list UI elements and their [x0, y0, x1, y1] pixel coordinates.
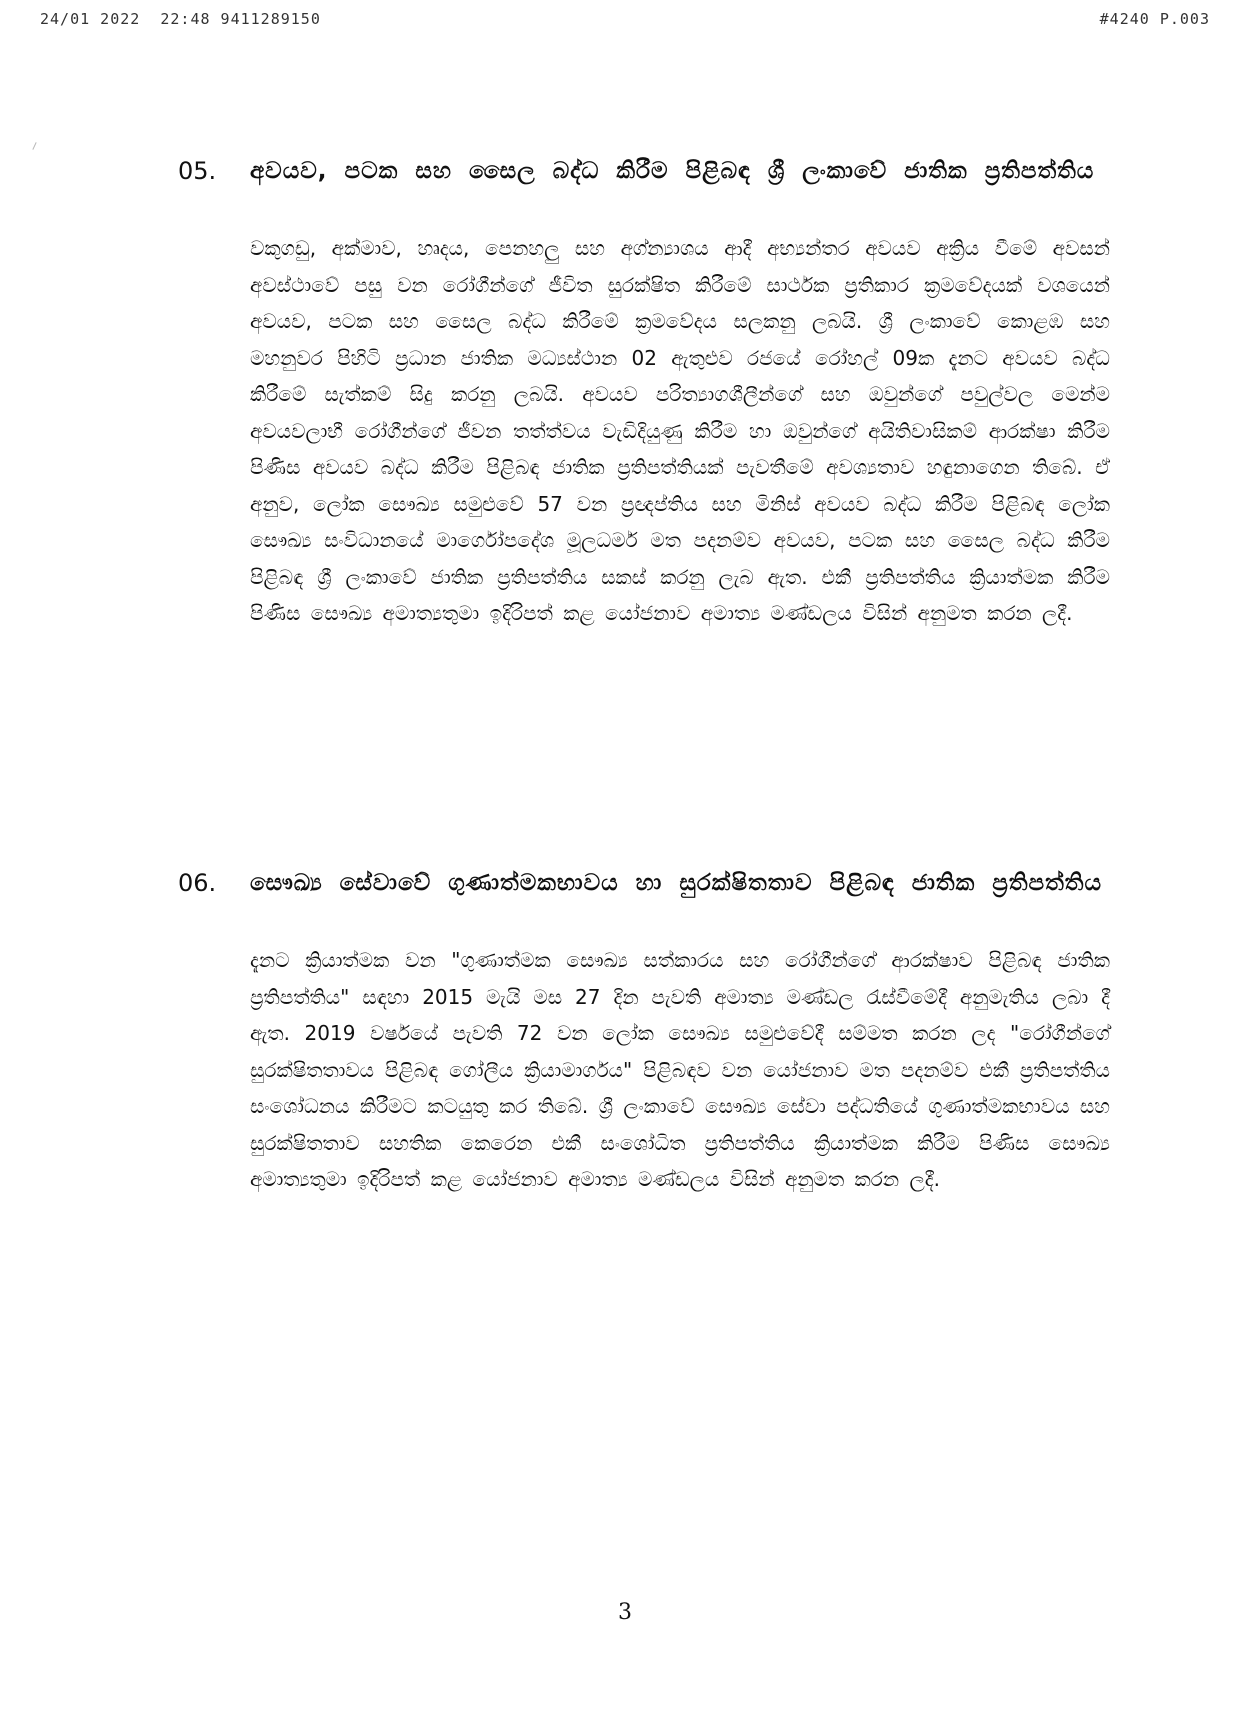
- section-heading: [170, 150, 1110, 192]
- section-05: [170, 150, 1110, 632]
- section-title: අවයව, පටක සහ සෛල බද්ධ කිරීම පිළිබඳ ශ්‍රී ලංකාවේ ජාතික ප්‍රතිපත්තිය: [250, 158, 1095, 184]
- section-body: දැනට ක්‍රියාත්මක වන "ගුණාත්මක සෞඛ්‍ය සත්කාරය සහ රෝගීන්ගේ ආරක්ෂාව පිළිබඳ ජාතික ප්‍රතිපත්තිය" සඳහා 2015 මැයි මස 27 දින පැවති අමාත්‍ය මණ්ඩල රැස්වීමේදී අනුමැතිය ලබා දී ඇත. 2019 වර්ෂයේ පැවති 72 වන ලෝක සෞඛ්‍ය සමුළුවේදී සම්මත කරන ලද "රෝගීන්ගේ සුරක්ෂිතතාවය පිළිබඳ ගෝලීය ක්‍රියාමාර්ගය" පිළිබඳව වන යෝජනාව මත පදනම්ව එකී ප්‍රතිපත්තිය සංශෝධනය කිරීමට කටයුතු කර තිබේ. ශ්‍රී ලංකාවේ සෞඛ්‍ය සේවා පද්ධතියේ ගුණාත්මකභාවය සහ සුරක්ෂිතතාව සහතික කෙරෙන එකී සංශෝධිත ප්‍රතිපත්තිය ක්‍රියාත්මක කිරීම පිණිස සෞඛ්‍ය අමාත්‍යතුමා ඉදිරිපත් කළ යෝජනාව අමාත්‍ය මණ්ඩලය විසින් අනුමත කරන ලදී.: [250, 948, 1110, 1191]
- scan-mark: [32, 142, 36, 150]
- section-number: 05.: [178, 157, 217, 185]
- section-number: 06.: [178, 869, 217, 897]
- fax-timestamp: 24/01 2022 22:48 9411289150: [40, 10, 321, 28]
- fax-header: [40, 10, 1210, 32]
- page-number: 3: [618, 1600, 632, 1625]
- section-body: වකුගඩු, අක්මාව, හෘදය, පෙනහලු සහ අග්න්‍යාශය ආදී අභ්‍යන්තර අවයව අක්‍රිය වීමේ අවසන් අවස්ථාවේ පසු වන රෝගීන්ගේ ජීවිත සුරක්ෂිත කිරීමේ සාර්ථක ප්‍රතිකාර ක්‍රමවේදයක් වශයෙන් අවයව, පටක සහ සෛල බද්ධ කිරීමේ ක්‍රමවේදය සලකනු ලබයි. ශ්‍රී ලංකාවේ කොළඹ සහ මහනුවර පිහිටි ප්‍රධාන ජාතික මධ්‍යස්ථාන 02 ඇතුළුව රජයේ රෝහල් 09ක දැනට අවයව බද්ධ කිරීමේ සැත්කම් සිදු කරනු ලබයි. අවයව පරිත්‍යාගශීලීන්ගේ සහ ඔවුන්ගේ පවුල්වල මෙන්ම අවයවලාභී රෝගීන්ගේ ජීවන තත්ත්වය වැඩිදියුණු කිරීම හා ඔවුන්ගේ අයිතිවාසිකම් ආරක්ෂා කිරීම පිණිස අවයව බද්ධ කිරීම පිළිබඳ ජාතික ප්‍රතිපත්තියක් පැවතීමේ අවශ්‍යතාව හඳුනාගෙන තිබේ. ඒ අනුව, ලෝක සෞඛ්‍ය සමුළුවේ 57 වන ප්‍රඥප්තිය සහ මිනිස් අවයව බද්ධ කිරීම පිළිබඳ ලෝක සෞඛ්‍ය සංවිධානයේ මාර්ගෝපදේශ මූලධර්ම මත පදනම්ව අවයව, පටක සහ සෛල බද්ධ කිරීම පිළිබඳ ශ්‍රී ලංකාවේ ජාතික ප්‍රතිපත්තිය සකස් කරනු ලැබ ඇත. එකී ප්‍රතිපත්තිය ක්‍රියාත්මක කිරීම පිණිස සෞඛ්‍ය අමාත්‍යතුමා ඉදිරිපත් කළ යෝජනාව අමාත්‍ය මණ්ඩලය විසින් අනුමත කරන ලදී.: [250, 236, 1110, 625]
- section-heading: [170, 862, 1110, 904]
- section-06: [170, 862, 1110, 1198]
- section-title: සෞඛ්‍ය සේවාවේ ගුණාත්මකභාවය හා සුරක්ෂිතතාව පිළිබඳ ජාතික ප්‍රතිපත්තිය: [250, 870, 1102, 896]
- fax-page-code: #4240 P.003: [1099, 10, 1210, 28]
